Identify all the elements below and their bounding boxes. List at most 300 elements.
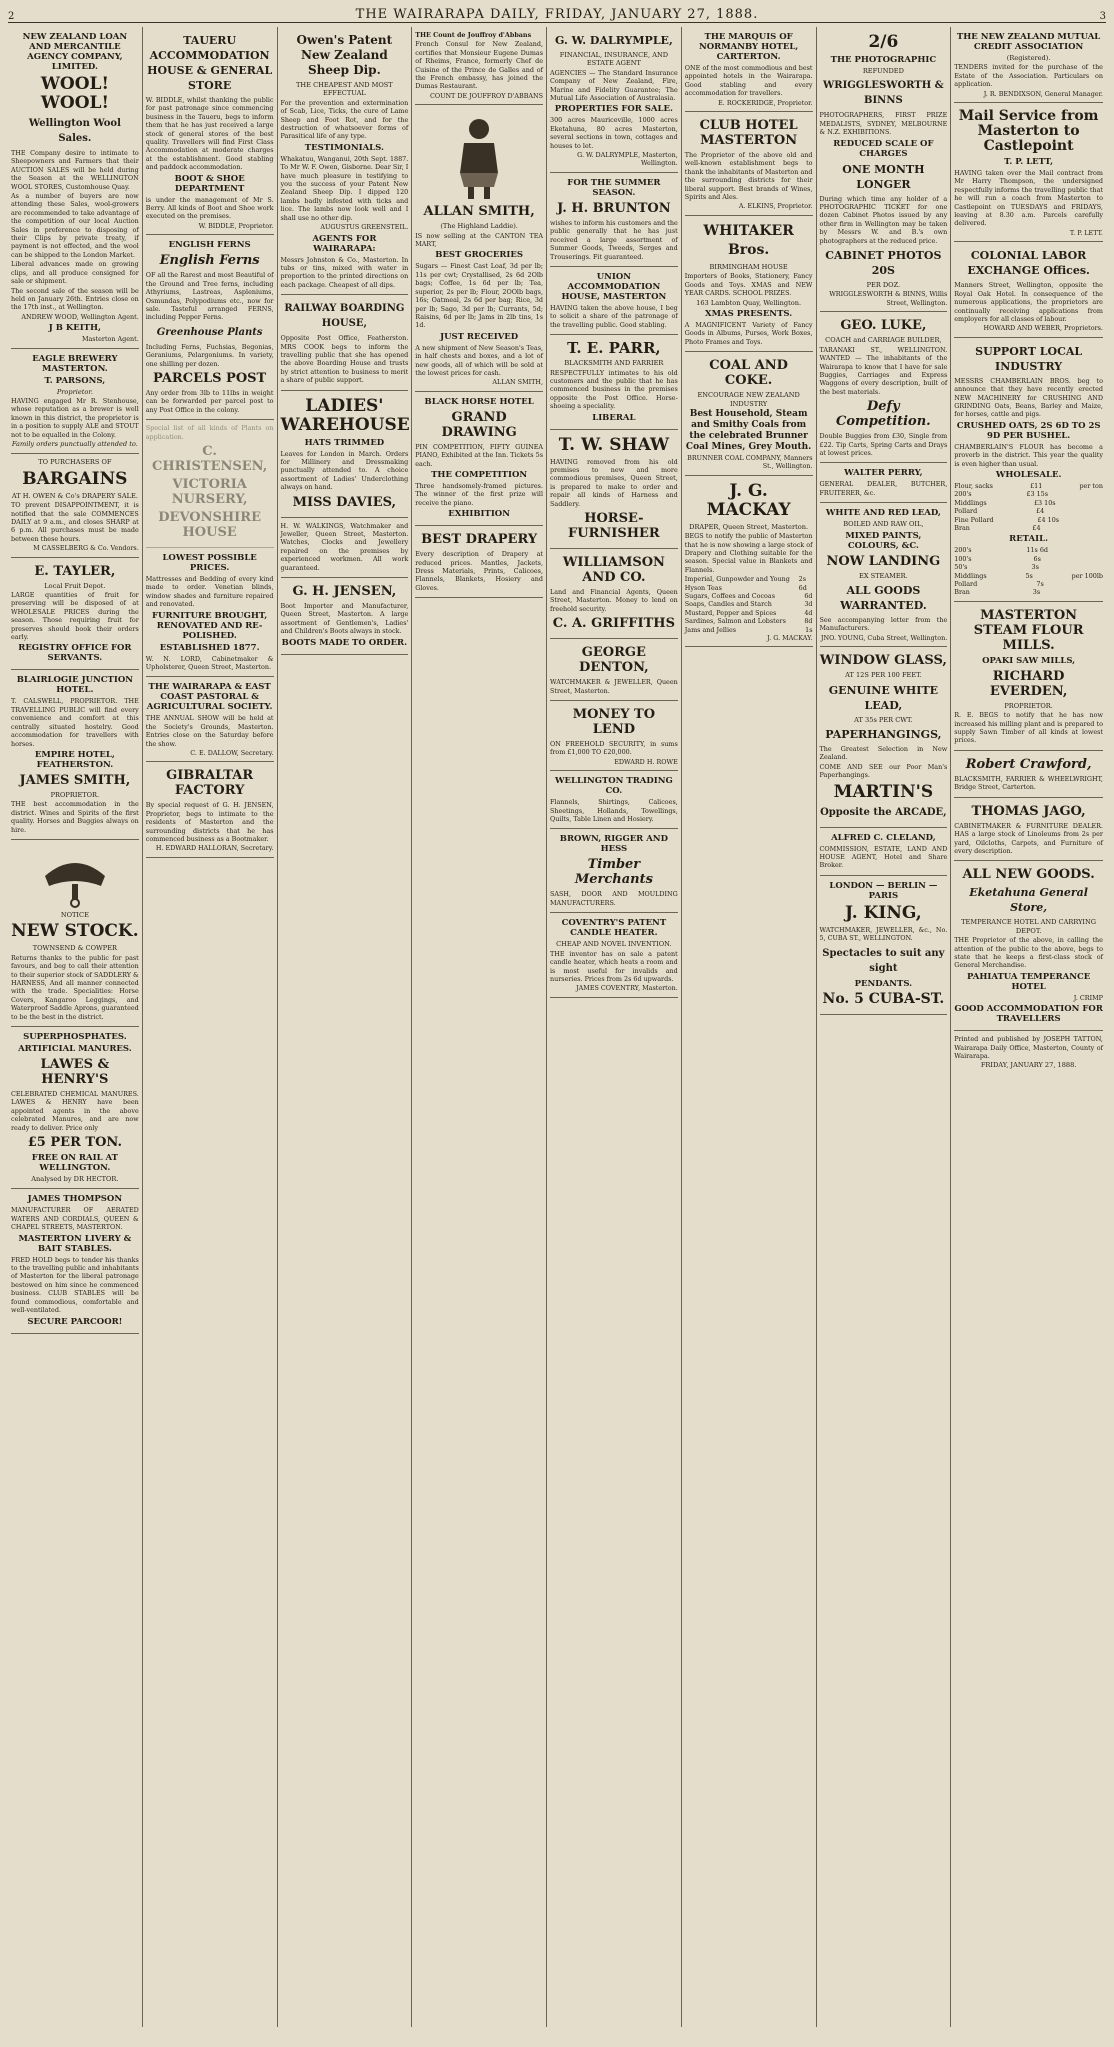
ad-bargains <box>11 454 139 557</box>
ad-body: Flannels, Shirtings, Calicoes, Sheetings, Hollands, Towellings, Quilts, Table Linen and Hosiery. <box>550 798 678 824</box>
ad-body: GENERAL DEALER, BUTCHER, FRUITERER, &c. <box>819 480 948 497</box>
ad-heading: HORSE-FURNISHER <box>568 511 660 541</box>
ad-heading: REDUCED SCALE OF CHARGES <box>833 138 934 159</box>
ad-body: TARANAKI ST., WELLINGTON. WANTED — The inhabitants of the Wairarapa to know that I have for sale Buggies, Carriages and Express Waggons of every description, built of the best materials. <box>819 345 948 396</box>
column-1 <box>8 27 143 2027</box>
ad-body: W. N. LORD, Cabinetmaker & Upholsterer, Queen Street, Masterton. <box>145 654 274 671</box>
ad-heading: Eketahuna General Store, <box>969 886 1088 915</box>
ad-whitaker <box>685 216 813 352</box>
ad-heading: G. W. DALRYMPLE, <box>554 34 673 47</box>
ad-labor-exchange <box>954 242 1103 337</box>
ad-body: THE ANNUAL SHOW will be held at the Society's Grounds, Masterton. Entries close on the Saturday before the show. <box>145 714 274 748</box>
ad-thompson <box>11 1189 139 1333</box>
ad-subheading: 163 Lambton Quay, Wellington. <box>696 298 802 307</box>
ad-heading: BEST GROCERIES <box>435 250 523 261</box>
ad-body: Whakatuu, Wanganui, 20th Sept. 1887. To Mr W. F. Owen, Gisborne. Dear Sir, I have much pleasure in testifying to you the success of your Patent New Zealand Sheep Dip. I dipped 120 lambs badly infested with ticks and lice. The lambs now look well and I shall use no other dip. <box>280 154 409 222</box>
ad-heading: EXHIBITION <box>448 509 510 520</box>
ad-subheading: Wellington Wool Sales. <box>28 118 121 144</box>
ad-heading: WHOLESALE. <box>995 469 1062 480</box>
flour-price-row <box>954 490 1103 498</box>
retail-price-row-cell: 50's <box>954 563 968 572</box>
ad-body: HAVING taken over the Mail contract from Mr Harry Thompson, the undersigned respectfully informs the travelling public that he will run a coach from Masterton to Castlepoint on TUESDAYS and FRIDAYS, leaving at 8.30 a.m. Parcels carefully delivered. <box>954 169 1103 228</box>
ad-dalrymple <box>550 27 678 173</box>
price-row-cell: Imperial, Gunpowder and Young Hyson Teas <box>684 575 790 592</box>
ad-body: Best Household, Steam and Smithy Coals from the celebrated Brunner Coal Mines, Grey Mouth. <box>685 408 812 452</box>
ad-eagle-brewery <box>11 349 139 455</box>
ad-heading: LOWEST POSSIBLE PRICES. <box>162 552 257 573</box>
price-table-retail <box>954 546 1103 596</box>
retail-price-row-cell: Bran <box>954 588 970 597</box>
ad-heading: CLUB HOTEL MASTERTON <box>699 118 798 149</box>
newspaper-title: THE WAIRARAPA DAILY, FRIDAY, JANUARY 27, 1888. <box>355 7 759 22</box>
ad-signature: W. BIDDLE, Proprietor. <box>198 221 274 230</box>
ad-heading: LIBERAL <box>592 412 636 423</box>
ad-heading: J. H. BRUNTON <box>557 200 671 216</box>
price-row <box>685 600 813 608</box>
ad-note: Family orders punctually attended to. <box>11 439 138 448</box>
ad-heading: RAILWAY BOARDING HOUSE, <box>284 303 405 330</box>
retail-price-row-cell: Middlings <box>954 571 987 580</box>
column-8 <box>951 27 1106 2027</box>
ad-heading: Owen's Patent New Zealand Sheep Dip. <box>296 33 393 77</box>
ad-body: Every description of Drapery at reduced prices. Mantles, Jackets, Dress Materials, Prints, Calicoes, Flannels, Blankets, Hosiery and Gloves. <box>415 550 543 592</box>
retail-price-row-cell: 7s <box>1036 580 1044 589</box>
ad-heading: WHITAKER Bros. <box>703 222 794 258</box>
ad-heading: THOMAS JAGO, <box>971 803 1086 819</box>
ad-price: £5 PER TON. <box>27 1135 122 1151</box>
ad-heading: C. CHRISTENSEN, <box>152 443 268 474</box>
ad-body: Opposite Post Office, Featherston. MRS COOK begs to inform the travelling public that she has opened the above Boarding House and trusts by strict attention to business to merit a share of public support. <box>280 334 409 385</box>
ad-heading: BOOTS MADE TO ORDER. <box>281 637 408 648</box>
ad-subheading: BOILED AND RAW OIL, <box>843 520 924 529</box>
ad-heading: BLACK HORSE HOTEL <box>424 396 534 407</box>
newspaper-page <box>8 4 1106 2039</box>
ad-heading: ALLAN SMITH, <box>423 204 535 220</box>
ad-heading: AGENTS FOR WAIRARAPA: <box>312 233 377 254</box>
ad-signature: C. E. DALLOW, Secretary. <box>190 749 274 758</box>
ad-heading: NOW LANDING <box>826 553 941 569</box>
ad-body: The Greatest Selection in New Zealand. <box>819 745 948 762</box>
ad-body: FRED HOLD begs to tender his thanks to the travelling public and inhabitants of Masterton for the liberal patronage bestowed on him since he commenced business. CLUB STABLES will be found commodious, comfortable and well-ventilated. <box>11 1255 139 1315</box>
ad-heading: RICHARD EVERDEN, <box>989 668 1068 699</box>
ad-money <box>550 701 678 771</box>
retail-price-row <box>954 572 1103 580</box>
ad-body: RESPECTFULLY intimates to his old customers and the public that he has commenced business in the premises opposite the Post Office. Horse-shoeing a speciality. <box>550 368 678 411</box>
ad-allan-smith <box>415 105 543 392</box>
ad-king <box>820 876 948 1015</box>
ad-heading: ALL NEW GOODS. <box>962 867 1095 883</box>
ad-heading: FURNITURE BROUGHT, RENOVATED AND RE-POLISHED. <box>152 610 268 641</box>
ad-heading: BEST DRAPERY <box>421 532 538 548</box>
ad-subheading: TO PURCHASERS OF <box>38 458 112 467</box>
ad-jago <box>954 798 1103 862</box>
ad-heading: MONEY TO LEND <box>572 707 656 738</box>
ad-body: The second sale of the season will be held on January 26th. Entries close on the 17th inst., at Wellington. <box>11 286 139 312</box>
ad-body: CABINETMAKER & FURNITURE DEALER. HAS a large stock of Linoleums from 2s per yard, Oilcloths, Carpets, and Furniture of every description. <box>954 821 1103 855</box>
ad-body: THE inventor has on sale a patent candle heater, which heats a room and is most useful for invalids and nurseries. Prices from 2s 6d upwards. <box>550 949 678 983</box>
ad-normanby <box>685 27 813 112</box>
retail-price-row-cell: 100's <box>954 554 972 563</box>
ad-body: Land and Financial Agents, Queen Street, Masterton. Money to lend on freehold security. <box>550 588 678 613</box>
ad-body: Including Ferns, Fuchsias, Begonias, Geraniums, Pelargoniums. In variety, one shilling per dozen. <box>145 342 274 368</box>
ad-subheading: Proprietor. <box>56 387 93 396</box>
ad-signature: JAMES COVENTRY, Masterton. <box>576 984 678 993</box>
ad-cleland <box>820 828 948 876</box>
ad-heading: JAMES SMITH, <box>19 772 131 788</box>
price-row-cell: Sugars, Coffees and Cocoas <box>684 592 775 600</box>
ad-faded-nursery <box>146 420 274 548</box>
ad-subheading: CHEAP AND NOVEL INVENTION. <box>556 940 672 949</box>
retail-price-row <box>954 580 1103 588</box>
ad-nz-loan <box>11 27 139 349</box>
masthead <box>8 4 1106 23</box>
ad-mackay <box>685 476 813 648</box>
ad-drapery <box>415 526 543 598</box>
ad-signature: AUGUSTUS GREENSTEIL. <box>320 223 409 232</box>
ad-mail-service <box>954 103 1103 242</box>
ad-body: AGENCIES — The Standard Insurance Company of New Zealand, Fire, Marine and Fidelity Guarantee; The Mutual Life Association of Australasia. <box>550 68 678 103</box>
ad-manures <box>11 1027 139 1189</box>
ad-body: Mattresses and Bedding of every kind made to order. Venetian blinds, window shades and furniture repaired and renovated. <box>145 574 274 609</box>
flour-price-row-cell: £3 15s <box>1026 490 1049 499</box>
price-row <box>685 617 813 625</box>
price-row-cell: 2s 6d <box>798 575 807 592</box>
retail-price-row-cell: 11s 6d <box>1026 546 1049 555</box>
ad-heading: COVENTRY'S PATENT CANDLE HEATER. <box>561 918 667 939</box>
ad-heading: WINDOW GLASS, <box>819 653 947 669</box>
price-row <box>685 609 813 617</box>
ad-signature: E. ROCKERIDGE, Proprietor. <box>718 98 813 107</box>
ad-body: SASH, DOOR AND MOULDING MANUFACTURERS. <box>550 890 678 907</box>
flour-price-row <box>954 516 1103 524</box>
ad-heading: LONDON — BERLIN — PARIS <box>829 880 938 901</box>
ad-heading: LADIES' WAREHOUSE <box>280 395 410 435</box>
ad-heading: Greenhouse Plants <box>156 326 263 338</box>
ad-chamberlain <box>954 338 1103 602</box>
ad-heading: CABINET PHOTOS 20S <box>825 249 942 278</box>
column-5 <box>547 27 682 2027</box>
ad-heading: ESTABLISHED 1877. <box>159 642 260 653</box>
flour-price-row-cell: Fine Pollard <box>954 515 994 524</box>
ad-body: The Proprietor of the above old and well-known establishment begs to thank the inhabitants of Masterton and the surrounding districts for their liberal support. Best brands of Wines, Spirits and Ales. <box>684 151 813 202</box>
ad-subheading: TOWNSEND & COWPER <box>32 944 117 953</box>
ad-body: is under the management of Mr S. Berry. All kinds of Boot and Shoe work executed on the premises. <box>145 195 274 221</box>
ad-count <box>415 27 543 105</box>
ad-union-house <box>550 267 678 335</box>
flour-price-row-cell: £4 <box>1036 507 1045 516</box>
ad-signature: ANDREW WOOD, Wellington Agent. <box>21 312 139 321</box>
ad-heading: T. E. PARR, <box>567 339 661 358</box>
ad-body: TO prevent DISAPPOINTMENT, it is notified that the sale COMMENCES DAILY at 9 a.m., and closes SHARP at 6 p.m. All purchases must be made between these hours. <box>11 501 139 543</box>
ad-body: THE Proprietor of the above, in calling the attention of the public to the above, begs to state that he keeps a first-class stock of General Merchandise. <box>954 936 1103 970</box>
retail-price-row <box>954 563 1103 571</box>
columns <box>8 27 1106 2027</box>
ad-body: By special request of G. H. JENSEN, Proprietor, begs to intimate to the residents of Masterton and the surrounding districts that he has commenced business as a Bootmaker. <box>145 801 274 844</box>
ad-heading: SUPPORT LOCAL INDUSTRY <box>975 344 1083 373</box>
ad-body: During which time any holder of a PHOTOGRAPHIC TICKET for one dozen Cabinet Photos issued by any other firm in Wellington may be taken by Messrs W. and B.'s own photographers at the reduced price. <box>819 194 948 245</box>
ad-subheading: TEMPERANCE HOTEL AND CARRYING DEPOT. <box>961 918 1097 935</box>
ad-heading: BLAIRLOGIE JUNCTION HOTEL. <box>16 675 134 696</box>
ad-body: WATCHMAKER, JEWELLER, &c., No. 5, CUBA ST., WELLINGTON. <box>819 925 948 943</box>
ad-subheading: BLACKSMITH AND FARRIER <box>564 359 664 368</box>
ad-body: Three handsomely-framed pictures. The winner of the first prize will receive the piano. <box>415 481 543 507</box>
flour-price-row-cell: £11 <box>1030 481 1043 490</box>
ad-body: Special list of all kinds of Plants on application. <box>145 424 274 441</box>
ad-heading: No. 5 CUBA-ST. <box>822 990 945 1007</box>
retail-price-row-cell: 5s <box>1025 571 1033 580</box>
ad-heading: ENGLISH FERNS <box>168 240 251 251</box>
ad-ferns <box>146 235 274 420</box>
ad-subheading: AT 12S PER 100 FEET. <box>845 671 922 680</box>
ad-body: ON FREEHOLD SECURITY, in sums from £1,000 TO £20,000. <box>550 740 678 757</box>
price-row-cell: 4d <box>804 608 813 617</box>
price-row <box>685 592 813 600</box>
retail-price-row-cell: per 100lb <box>1071 571 1103 580</box>
ad-signature: J. G. MACKAY. <box>767 634 813 643</box>
ad-body: IS now selling at the CANTON TEA MART, <box>415 231 543 249</box>
flour-price-row-cell: £4 <box>1032 524 1041 532</box>
ad-body: French Consul for New Zealand, certifies that Monsieur Eugene Dumas of Rheims, France, formerly Chef de Cuisine of the Prince de Galles and of the French embassy, has joined the Dumas Restaurant. <box>415 40 543 91</box>
ad-body: See accompanying letter from the Manufacturers. <box>819 615 948 633</box>
price-row <box>685 626 813 634</box>
ad-photographers <box>820 27 948 312</box>
ad-body: COMMISSION, ESTATE, LAND AND HOUSE AGENT, Hotel and Share Broker. <box>819 844 948 870</box>
ad-signature: A. ELKINS, Proprietor. <box>738 202 813 211</box>
flour-price-row-cell: Pollard <box>954 507 978 516</box>
ad-gibraltar <box>146 762 274 857</box>
ad-body: Leaves for London in March. Orders for Millinery and Dressmaking punctually attended to. A choice assortment of Ladies' Underclothing always on hand. <box>280 449 409 492</box>
flour-price-row <box>954 524 1103 532</box>
ad-body: LARGE quantities of fruit for preserving will be disposed of at WHOLESALE PRICES during the season. Those requiring fruit for preserves should book their orders early. <box>11 591 139 642</box>
ad-hotel <box>11 670 139 839</box>
ad-heading: CRUSHED OATS, 2S 6D TO 2S 9D PER BUSHEL. <box>956 420 1101 441</box>
ad-subheading: (Registered). <box>1006 54 1051 62</box>
ad-taylor <box>11 558 139 671</box>
ad-railway-boarding <box>281 295 409 390</box>
imprint-date: FRIDAY, JANUARY 27, 1888. <box>980 1061 1077 1070</box>
ad-heading: MARTIN'S <box>833 781 934 802</box>
ad-heading: XMAS PRESENTS. <box>705 308 793 319</box>
ad-body: THE best accommodation in the district. Wines and Spirits of the first quality. Horses and Buggies always on hire. <box>11 800 139 834</box>
ad-luke <box>820 312 948 463</box>
retail-price-row-cell: 200's <box>954 546 972 555</box>
retail-price-row-cell: 6s <box>1033 554 1041 563</box>
ad-body: HAVING removed from his old premises to new and more commodious premises, Queen Street, is prepared to make to order and repair all kinds of Harness and Saddlery. <box>550 457 678 508</box>
ad-body: Liberal advances made on growing clips, and all produce consigned for sale or shipment. <box>11 260 139 286</box>
ad-heading: J. KING, <box>845 902 922 923</box>
saddle-illustration-icon <box>35 846 115 908</box>
ad-denton <box>550 639 678 701</box>
retail-price-row <box>954 588 1103 596</box>
ad-heading: MASTERTON LIVERY & BAIT STABLES. <box>18 1233 132 1254</box>
ad-subheading: EX STEAMER. <box>859 571 908 580</box>
ad-heading: WOOL! WOOL! <box>40 74 109 113</box>
ad-trading <box>550 771 678 829</box>
ad-heading: PAPERHANGINGS, <box>825 728 942 741</box>
ad-heading: T. P. LETT, <box>1004 157 1054 168</box>
ad-tauberu <box>146 27 274 235</box>
price-row <box>685 575 813 592</box>
ad-subheading: (The Highland Laddie). <box>440 222 518 231</box>
ad-body: For the prevention and extermination of Scab, Lice, Ticks, the cure of Lame Sheep and Foot Rot, and for the destruction of whatsoever forms of Parasitical life of any type. <box>280 98 409 141</box>
ad-signature: WRIGGLESWORTH & BINNS, Willis Street, Wellington. <box>829 290 948 307</box>
ad-heading: BROWN, RIGGER AND HESS <box>559 834 668 855</box>
ad-candle <box>550 913 678 997</box>
ad-subheading: PROPRIETOR. <box>50 790 100 799</box>
ad-body: H. W. WALKINGS, Watchmaker and Jeweller, Queen Street, Masterton. Watches, Clocks and Jewellery repaired on the premises by experienced workmen. All work guaranteed. <box>280 521 409 572</box>
ad-subheading: FINANCIAL, INSURANCE, AND ESTATE AGENT <box>559 51 669 68</box>
ad-body: W. BIDDLE, whilst thanking the public for past patronage since commencing business in the Taueru, begs to inform them that he has just received a large stock of general stores of the best quality. Travellers will find First Class Accommodation at moderate charges at the establishment. Good stabling and paddock accommodation. <box>145 96 274 172</box>
ad-heading: ARTIFICIAL MANURES. <box>18 1044 132 1054</box>
price-list <box>685 575 813 634</box>
ad-subheading: THE CHEAPEST AND MOST EFFECTUAL <box>296 81 393 98</box>
retail-price-row <box>954 546 1103 554</box>
ad-mutual <box>954 27 1103 103</box>
flour-price-row <box>954 507 1103 515</box>
ad-subheading: AT H. OWEN & Co's DRAPERY SALE. <box>11 491 138 500</box>
ad-body: ONE of the most commodious and best appointed hotels in the Wairarapa. Good stabling and every accommodation for travellers. <box>684 64 813 98</box>
flour-price-row-cell: £4 10s <box>1037 515 1060 524</box>
ad-saddlery <box>11 840 139 1027</box>
ad-heading: GRAND DRAWING <box>441 409 517 440</box>
price-row-cell: Mustard, Pepper and Spices <box>684 608 777 617</box>
ad-heading: OPAKI SAW MILLS, <box>982 655 1076 666</box>
ad-heading: DEVONSHIRE HOUSE <box>158 509 261 540</box>
ad-heading: PARCELS POST <box>153 370 267 386</box>
ad-subheading: COACH and CARRIAGE BUILDER, <box>825 336 942 345</box>
ad-signature: EDWARD H. ROWE <box>614 757 678 766</box>
flour-price-row-cell: Bran <box>954 524 970 532</box>
price-table-wholesale <box>954 482 1103 532</box>
ad-heading: GOOD ACCOMMODATION FOR TRAVELLERS <box>954 1004 1103 1025</box>
ad-heading: WHITE AND RED LEAD, <box>825 508 941 519</box>
ad-heading: COAL AND COKE. <box>709 358 788 389</box>
ad-heading: Mail Service from Masterton to Castlepoint <box>958 108 1099 155</box>
ad-heading: RETAIL. <box>1009 534 1049 545</box>
ad-heading: GEORGE DENTON, <box>579 645 649 676</box>
ad-heading: WELLINGTON TRADING CO. <box>554 776 673 797</box>
flour-price-row-cell: Flour, sacks <box>954 481 993 490</box>
price-row-cell: Sardines, Salmon and Lobsters <box>684 617 786 626</box>
ad-body: HAVING engaged Mr R. Stenhouse, whose reputation as a brewer is well known in this district, the proprietor is in a position to supply ALE and STOUT not to be equalled in the Colony. <box>11 396 139 439</box>
ad-heading: T. W. SHAW <box>558 434 670 455</box>
ad-subheading: Local Fruit Depot. <box>44 581 106 590</box>
page-number-right: 3 <box>1099 11 1106 22</box>
ad-heading: TAUERU ACCOMMODATION HOUSE & GENERAL STORE <box>147 34 273 92</box>
ad-body: MANUFACTURER OF AERATED WATERS AND CORDIALS, QUEEN & CHAPEL STREETS, MASTERTON. <box>11 1206 139 1232</box>
ad-jensen <box>281 578 409 655</box>
ad-heading: Opposite the ARCADE, <box>820 806 947 818</box>
ad-shaw <box>550 430 678 549</box>
ad-ladies <box>281 391 409 518</box>
ad-body: COME AND SEE our Poor Man's Paperhangings. <box>819 762 948 780</box>
ad-heading: ONE MONTH LONGER <box>842 162 925 191</box>
ad-signature: Masterton Agent. <box>81 335 139 344</box>
ad-heading: HATS TRIMMED <box>304 437 385 448</box>
imprint-text: Printed and published by JOSEPH TATTON, Wairarapa Daily Office, Masterton, County of Wairarapa. <box>954 1035 1103 1060</box>
ad-body: wishes to inform his customers and the public generally that he has just received a large assortment of Summer Goods, Tweeds, Serges and Trouserings. Fit guaranteed. <box>550 218 678 261</box>
flour-price-row-cell: £3 10s <box>1033 498 1056 507</box>
ad-heading: PAHIATUA TEMPERANCE HOTEL <box>966 971 1091 992</box>
ad-body: TENDERS invited for the purchase of the Estate of the Association. Particulars on application. <box>954 63 1103 89</box>
ad-body: OF all the Rarest and most Beautiful of the Ground and Tree ferns, including Athyriums, Lastreas, Aspleniums, Osmundas, Polypodiums etc., now for sale. Tasteful arranged FERNS, including Pepper Ferns. <box>145 271 274 322</box>
ad-walkings <box>281 518 409 578</box>
ad-parr <box>550 335 678 429</box>
ad-heading: THE COMPETITION <box>431 469 528 480</box>
ad-body: WATCHMAKER & JEWELLER, Queen Street, Masterton. <box>550 678 678 695</box>
flour-price-row <box>954 482 1103 490</box>
price-row-cell: 3d <box>804 600 813 609</box>
ad-mills <box>954 602 1103 751</box>
ad-heading: SUPERPHOSPHATES. <box>23 1032 127 1042</box>
ad-pastoral <box>146 677 274 762</box>
ad-heading: VICTORIA NURSERY, <box>171 476 248 507</box>
ad-signature: HOWARD AND WEBER, Proprietors. <box>983 324 1103 333</box>
flour-price-row <box>954 499 1103 507</box>
retail-price-row-cell: 3s <box>1032 588 1041 597</box>
retail-price-row-cell: Pollard <box>954 580 978 589</box>
ad-heading: MIXED PAINTS, COLOURS, &C. <box>845 530 922 551</box>
ad-heading: Spectacles to suit any sight <box>822 947 945 974</box>
ad-heading: NEW STOCK. <box>11 921 139 942</box>
ad-heading: WALTER PERRY, <box>844 468 923 479</box>
ad-body: BEGS to notify the public of Masterton that he is now showing a large stock of Drapery and Clothing suitable for the season. Special value in Blankets and Flannels. <box>684 532 813 574</box>
ad-body: MESSRS CHAMBERLAIN BROS. beg to announce that they have recently erected NEW MACHINERY for CRUSHING AND GRINDING Oats, Beans, Barley and Maize, for horses, cattle and pigs. <box>954 376 1103 419</box>
page-number-left: 2 <box>8 11 15 22</box>
ad-heading: Defy Competition. <box>836 399 931 430</box>
ad-heading: FOR THE SUMMER SEASON. <box>567 177 661 198</box>
ad-heading: LAWES & HENRY'S <box>40 1057 110 1087</box>
ad-perry <box>820 463 948 503</box>
ad-body: 300 acres Mauriceville, 1000 acres Eketahuna, 80 acres Masterton, several sections in town, cottages and houses to let. <box>550 116 678 150</box>
ad-body: Returns thanks to the public for past favours, and beg to call their attention to their superior stock of SADDLERY & HARNESS, And all manner connected with the trade. Specialities: Horse Covers, Kangaroo Leggings, and Waterproof Saddle Aprons, guaranteed to be the best in the district. <box>11 953 139 1021</box>
ad-furniture <box>146 548 274 677</box>
ad-heading: WRIGGLESWORTH & BINNS <box>823 80 944 107</box>
ad-body: A MAGNIFICENT Variety of Fancy Goods in Albums, Purses, Work Boxes, Photo Frames and Toys. <box>684 320 813 346</box>
ad-heading: NEW ZEALAND LOAN AND MERCANTILE AGENCY COMPANY, LIMITED. <box>22 32 128 72</box>
ad-heading: J B KEITH, <box>48 323 102 334</box>
ad-body: T. CALSWELL, PROPRIETOR. THE TRAVELLING PUBLIC will find every convenience and comfort at this centrally situated hostelry. Good accommodation for travellers with horses. <box>11 697 139 748</box>
ad-heading: GIBRALTAR FACTORY <box>166 768 254 799</box>
ad-body: A new shipment of New Season's Teas, in half chests and boxes, and a lot of new goods, all of which will be sold at the lowest prices for cash. <box>415 343 543 377</box>
ad-signature: T. P. LETT. <box>1069 228 1103 237</box>
ad-body: HAVING taken the above house, I beg to solicit a share of the patronage of the travelling public. Good stabling. <box>550 303 678 329</box>
ad-williamson <box>550 549 678 639</box>
ad-signature: BRUNNER COAL COMPANY, Manners St., Wellington. <box>687 453 813 471</box>
ad-coal <box>685 352 813 476</box>
price-row-cell: Jams and Jellies <box>684 625 737 634</box>
ad-body: Importers of Books, Stationery, Fancy Goods and Toys. XMAS and NEW YEAR CARDS. SCHOOL PRIZES. <box>684 272 813 298</box>
ad-timber <box>550 829 678 913</box>
ad-body: THE Company desire to intimate to Sheepowners and Farmers that their AUCTION SALES will be held during the Season at the WELLINGTON WOOL STORES, Customhouse Quay. <box>11 149 139 191</box>
ad-subheading: Analysed by DR HECTOR. <box>31 1175 119 1184</box>
ad-heading: G. H. JENSEN, <box>292 584 397 600</box>
ad-subheading: PER DOZ. <box>866 281 901 290</box>
ad-heading: BOOT & SHOE DEPARTMENT <box>174 173 245 194</box>
ad-signature: ALLAN SMITH, <box>492 378 543 387</box>
ad-signature: JNO. YOUNG, Cuba Street, Wellington. <box>820 633 948 642</box>
ad-heading: TESTIMONIALS. <box>304 142 384 153</box>
ad-body: Double Buggies from £30, Single from £22. Tip Carts, Spring Carts and Drays at lowest prices. <box>819 432 948 457</box>
ad-crawford <box>954 751 1103 798</box>
ad-signature: G. W. DALRYMPLE, Masterton, Wellington. <box>577 151 678 168</box>
flour-price-row-cell: 200's <box>954 490 972 499</box>
ad-signature: COUNT DE JOUFFROY D'ABBANS <box>429 91 543 100</box>
ad-heading: THE MARQUIS OF NORMANBY HOTEL, CARTERTON. <box>699 32 799 62</box>
ad-heading: EMPIRE HOTEL, FEATHERSTON. <box>34 749 115 770</box>
ad-sheep-dip <box>281 27 409 295</box>
ad-heading: JAMES THOMPSON <box>27 1194 123 1205</box>
